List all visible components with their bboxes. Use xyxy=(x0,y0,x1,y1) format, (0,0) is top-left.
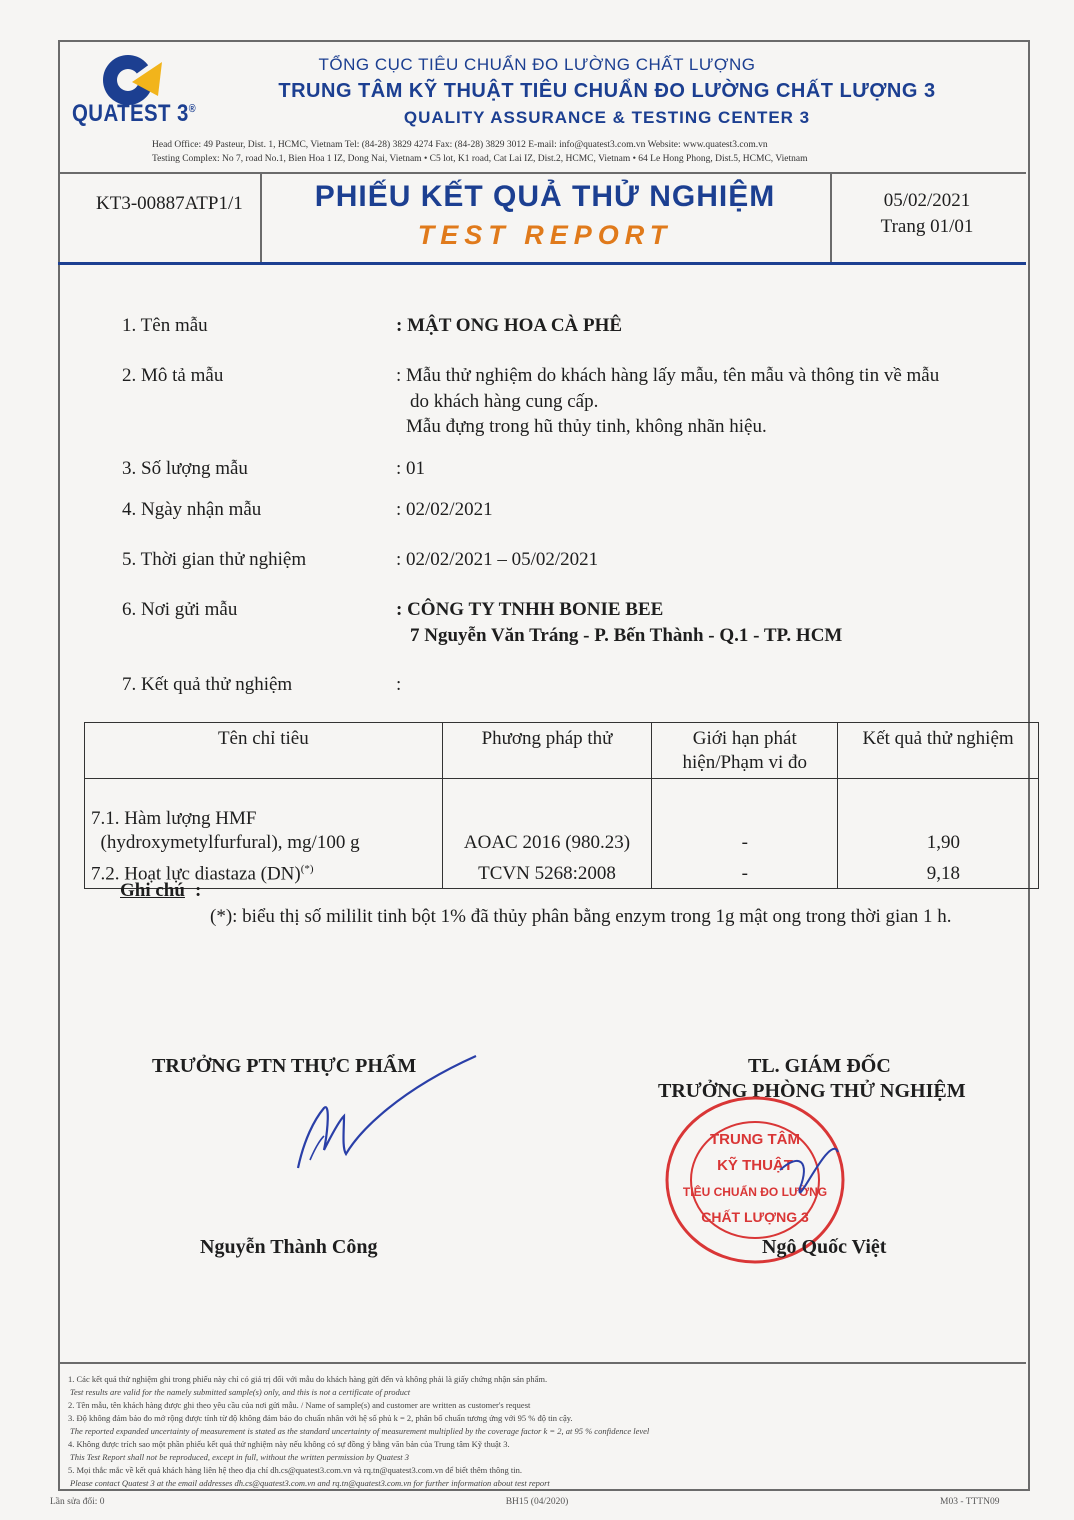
header-cell: Phương pháp thử xyxy=(442,723,652,779)
footnotes xyxy=(58,1362,1026,1492)
field-value: : 01 xyxy=(396,458,426,479)
header-cell: Kết quả thử nghiệm xyxy=(838,723,1039,779)
cell-name: 7.2. Hoạt lực diastaza (DN)(*) xyxy=(85,857,443,889)
report-title: PHIẾU KẾT QUẢ THỬ NGHIỆM xyxy=(314,180,776,213)
field-value: : MẬT ONG HOA CÀ PHÊ xyxy=(396,315,623,336)
field-value: Mẫu đựng trong hũ thủy tinh, không nhãn hiệu. xyxy=(406,416,767,437)
signature-left-icon xyxy=(290,1050,490,1180)
cell-method: TCVN 5268:2008 xyxy=(442,857,652,889)
title-underline xyxy=(58,262,1026,265)
field-label: 4. Ngày nhận mẫu xyxy=(122,499,262,520)
note-colon: : xyxy=(195,880,202,901)
table-header-row xyxy=(85,723,1039,779)
signer-left-title: TRƯỞNG PTN THỰC PHẨM xyxy=(152,1055,417,1077)
cell-name: 7.1. Hàm lượng HMF (hydroxymetylfurfural), mg/100 g xyxy=(85,779,443,858)
form-code: BH15 (04/2020) xyxy=(505,1497,569,1507)
svg-text:KỸ THUẬT: KỸ THUẬT xyxy=(717,1157,793,1174)
table-row xyxy=(85,857,1039,889)
field-label: 7. Kết quả thử nghiệm xyxy=(122,674,293,695)
field-label: 1. Tên mẫu xyxy=(122,315,208,336)
address-head-office: Head Office: 49 Pasteur, Dist. 1, HCMC, Vietnam Tel: (84-28) 3829 4274 Fax: (84-28) 3829 3012 E-mail: info@quatest3.com.vn Website: www.quatest3.com.vn xyxy=(152,140,768,150)
svg-text:TIÊU CHUẨN ĐO LƯỜNG: TIÊU CHUẨN ĐO LƯỜNG xyxy=(682,1185,828,1199)
report-subtitle: TEST REPORT xyxy=(417,220,673,250)
field-label: 3. Số lượng mẫu xyxy=(122,458,248,479)
signer-right-title1: TL. GIÁM ĐỐC xyxy=(748,1055,891,1077)
signer-left-name: Nguyễn Thành Công xyxy=(200,1236,378,1258)
results-table xyxy=(84,722,1039,889)
footnote: Test results are valid for the namely submitted sample(s) only, and this is not a certificate of product xyxy=(70,1387,411,1397)
address-testing: Testing Complex: No 7, road No.1, Bien Hoa 1 IZ, Dong Nai, Vietnam • C5 lot, K1 road, Cat Lai IZ, Dist.2, HCMC, Vietnam • 64 Le Hong Phong, Dist.5, HCMC, Vietnam xyxy=(152,154,808,164)
field-value: : CÔNG TY TNHH BONIE BEE xyxy=(396,599,664,620)
footnote: The reported expanded uncertainty of measurement is stated as the standard uncertainty of measurement multiplied by the coverage factor k = 2, at 95 % confidence level xyxy=(70,1426,650,1436)
cell-method: AOAC 2016 (980.23) xyxy=(442,779,652,858)
cell-result: 9,18 xyxy=(838,857,1039,889)
header-cell: Giới hạn phát hiện/Phạm vi đo xyxy=(652,723,838,779)
header-cell: Tên chỉ tiêu xyxy=(85,723,443,779)
footnote: 5. Mọi thắc mắc về kết quả khách hàng liên hệ theo địa chỉ dh.cs@quatest3.com.vn và rq.tn@quatest3.com.vn để biết thêm thông tin. xyxy=(68,1465,522,1475)
footnote: 3. Độ không đảm bảo đo mở rộng được tính từ độ không đảm bảo đo chuẩn nhân với hệ số phủ k = 2, phân bố chuẩn tương ứng với 95 % độ tin cậy. xyxy=(68,1413,573,1423)
header-divider xyxy=(58,172,1026,174)
cell-result: 1,90 xyxy=(838,779,1039,858)
table-row xyxy=(85,779,1039,858)
field-value: do khách hàng cung cấp. xyxy=(410,391,599,412)
report-date: 05/02/2021 xyxy=(883,190,971,211)
logo-text: QUATEST 3® xyxy=(72,100,197,127)
header-line1: TỔNG CỤC TIÊU CHUẨN ĐO LƯỜNG CHẤT LƯỢNG xyxy=(318,55,756,74)
form-id: M03 - TTTN09 xyxy=(940,1497,1000,1507)
field-value: : Mẫu thử nghiệm do khách hàng lấy mẫu, tên mẫu và thông tin về mẫu xyxy=(396,365,940,386)
note-text: (*): biểu thị số mililit tinh bột 1% đã thủy phân bằng enzym trong 1g mật ong trong thời gian 1 h. xyxy=(210,906,952,927)
note-title: Ghi chú xyxy=(120,880,185,901)
report-page: Trang 01/01 xyxy=(880,216,974,237)
signer-right-name: Ngô Quốc Việt xyxy=(762,1236,887,1258)
svg-text:CHẤT LƯỢNG 3: CHẤT LƯỢNG 3 xyxy=(701,1209,809,1225)
field-value: 7 Nguyễn Văn Tráng - P. Bến Thành - Q.1 - TP. HCM xyxy=(410,625,843,646)
footnote: This Test Report shall not be reproduced, except in full, without the written permission by Quatest 3 xyxy=(70,1452,410,1462)
header-line2: TRUNG TÂM KỸ THUẬT TIÊU CHUẨN ĐO LƯỜNG CHẤT LƯỢNG 3 xyxy=(278,80,936,102)
footnote: 2. Tên mẫu, tên khách hàng được ghi theo yêu cầu của nơi gửi mẫu. / Name of sample(s) and customer are written as customer's request xyxy=(68,1400,531,1410)
revision-label: Lần sửa đổi: 0 xyxy=(50,1497,105,1507)
cell-limit: - xyxy=(652,779,838,858)
field-value: : 02/02/2021 – 05/02/2021 xyxy=(396,549,599,570)
field-label: 2. Mô tả mẫu xyxy=(122,365,224,386)
signer-right-title2: TRƯỞNG PHÒNG THỬ NGHIỆM xyxy=(658,1080,966,1102)
footnote: 1. Các kết quả thử nghiệm ghi trong phiếu này chỉ có giá trị đối với mẫu do khách hàng gửi đến và không phải là giấy chứng nhận sản phẩm. xyxy=(68,1374,548,1384)
cell-limit: - xyxy=(652,857,838,889)
svg-text:TRUNG TÂM: TRUNG TÂM xyxy=(710,1131,800,1148)
footnote: Please contact Quatest 3 at the email addresses dh.cs@quatest3.com.vn and rq.tn@quatest3.com.vn for further information about test report xyxy=(70,1478,550,1488)
field-label: 5. Thời gian thử nghiệm xyxy=(122,549,307,570)
header-line3: QUALITY ASSURANCE & TESTING CENTER 3 xyxy=(403,108,811,127)
footnote: 4. Không được trích sao một phần phiếu kết quả thử nghiệm này nếu không có sự đồng ý bằng văn bản của Trung tâm Kỹ thuật 3. xyxy=(68,1439,510,1449)
report-code: KT3-00887ATP1/1 xyxy=(96,193,243,214)
field-value: : xyxy=(396,674,402,695)
field-label: 6. Nơi gửi mẫu xyxy=(122,599,238,620)
field-value: : 02/02/2021 xyxy=(396,499,493,520)
